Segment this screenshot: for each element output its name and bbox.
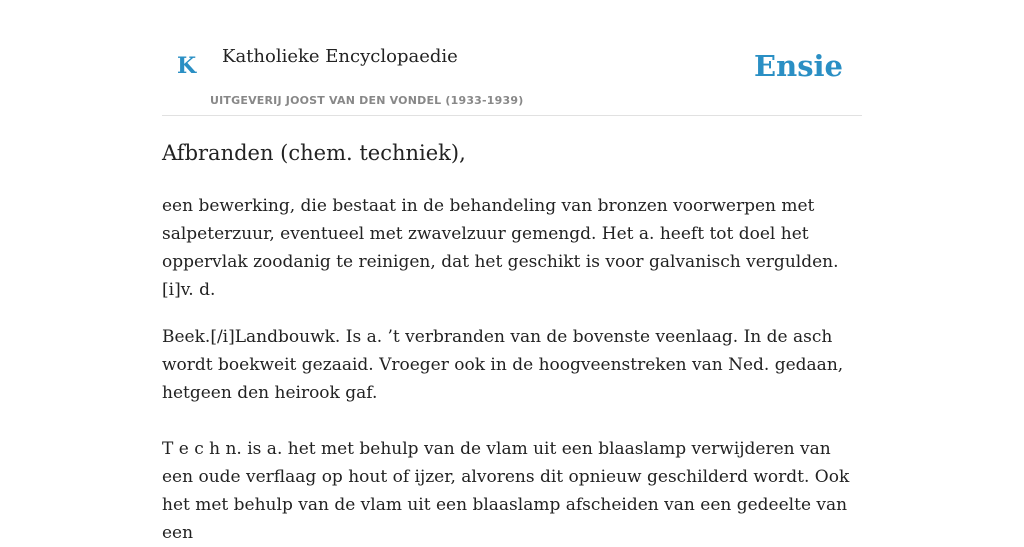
article-title: Afbranden (chem. techniek), <box>162 141 466 165</box>
article-body <box>162 192 862 547</box>
article-paragraph: een bewerking, die bestaat in de behandeling van bronzen voorwerpen met salpeterzuur, eventueel met zwavelzuur gemengd. Het a. heeft tot doel het oppervlak zoodanig te reinigen, dat het geschikt is voor galvanisch vergulden. [i]v. d. <box>162 196 839 300</box>
publisher-subtitle: UITGEVERIJ JOOST VAN DEN VONDEL (1933-1939) <box>210 94 524 107</box>
site-header <box>162 0 862 116</box>
article-paragraph: Beek.[/i]Landbouwk. Is a. ’t verbranden van de bovenste veenlaag. In de asch wordt boekweit gezaaid. Vroeger ook in de hoogveenstreken van Ned. gedaan, hetgeen den heirook gaf. <box>162 327 844 403</box>
site-logo[interactable]: K <box>177 53 197 79</box>
ensie-logo[interactable]: Ensie <box>754 49 843 83</box>
site-title[interactable]: Katholieke Encyclopaedie <box>222 46 458 67</box>
article-paragraph: T e c h n. is a. het met behulp van de vlam uit een blaaslamp verwijderen van een oude verflaag op hout of ijzer, alvorens dit opnieuw geschilderd wordt. Ook het met behulp van de vlam uit een blaaslamp afscheiden van een gedeelte van een <box>162 439 850 543</box>
